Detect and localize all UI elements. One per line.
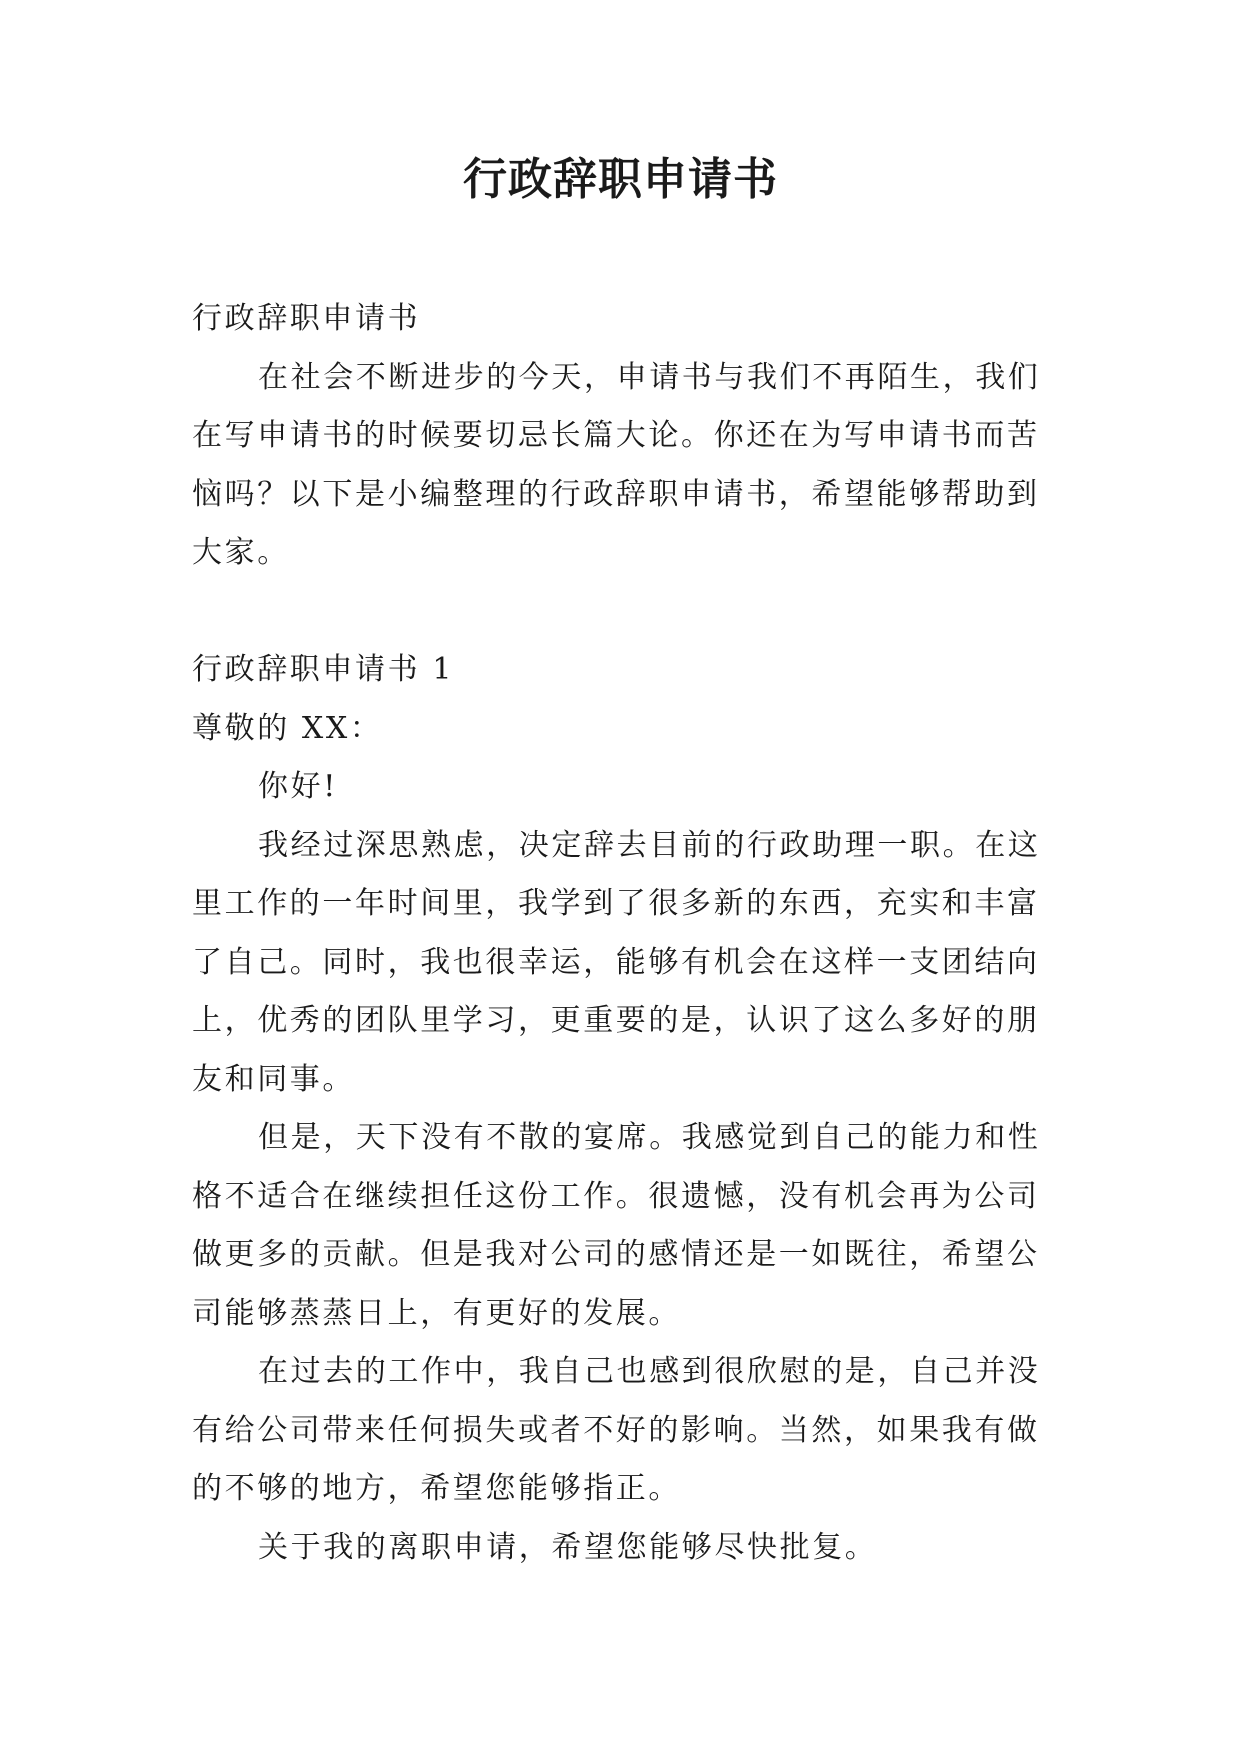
body-paragraph-3 bbox=[192, 1343, 1056, 1519]
paragraph-line: 了自己。同时，我也很幸运，能够有机会在这样一支团结向 bbox=[192, 944, 1040, 980]
paragraph-line: 在社会不断进步的今天，申请书与我们不再陌生，我们 bbox=[258, 359, 1041, 395]
document-title: 行政辞职申请书 bbox=[463, 154, 778, 205]
paragraph-line: 在过去的工作中，我自己也感到很欣慰的是，自己并没 bbox=[258, 1354, 1041, 1389]
paragraph-line: 友和同事。 bbox=[192, 1061, 355, 1097]
paragraph-line: 的不够的地方，希望您能够指正。 bbox=[192, 1471, 681, 1506]
paragraph-line: 大家。 bbox=[192, 535, 290, 570]
body-paragraph-1 bbox=[192, 817, 1056, 1110]
paragraph-line: 格不适合在继续担任这份工作。很遗憾，没有机会再为公司 bbox=[192, 1178, 1040, 1214]
intro-paragraph bbox=[192, 349, 1056, 583]
paragraph-line: 在写申请书的时候要切忌长篇大论。你还在为写申请书而苦 bbox=[192, 418, 1040, 453]
paragraph-line: 关于我的离职申请，希望您能够尽快批复。 bbox=[258, 1529, 878, 1565]
paragraph-line: 里工作的一年时间里，我学到了很多新的东西，充实和丰富 bbox=[192, 886, 1040, 921]
section-heading: 行政辞职申请书 1 bbox=[192, 652, 455, 687]
body-paragraph-4 bbox=[192, 1519, 1056, 1578]
salutation: 尊敬的 XX： bbox=[192, 710, 383, 746]
paragraph-line: 上，优秀的团队里学习，更重要的是，认识了这么多好的朋 bbox=[192, 1003, 1040, 1038]
paragraph-line: 恼吗？以下是小编整理的行政辞职申请书，希望能够帮助到 bbox=[192, 476, 1040, 512]
greeting: 你好! bbox=[258, 769, 338, 804]
paragraph-line: 司能够蒸蒸日上，有更好的发展。 bbox=[192, 1295, 681, 1331]
subtitle: 行政辞职申请书 bbox=[192, 301, 421, 336]
paragraph-line: 做更多的贡献。但是我对公司的感情还是一如既往，希望公 bbox=[192, 1237, 1040, 1272]
paragraph-line: 我经过深思熟虑，决定辞去目前的行政助理一职。在这 bbox=[258, 827, 1041, 863]
document-body bbox=[192, 290, 1056, 1577]
body-paragraph-2 bbox=[192, 1109, 1056, 1343]
paragraph-line: 但是，天下没有不散的宴席。我感觉到自己的能力和性 bbox=[258, 1120, 1041, 1155]
blank-line bbox=[192, 583, 1056, 642]
paragraph-line: 有给公司带来任何损失或者不好的影响。当然，如果我有做 bbox=[192, 1412, 1040, 1448]
